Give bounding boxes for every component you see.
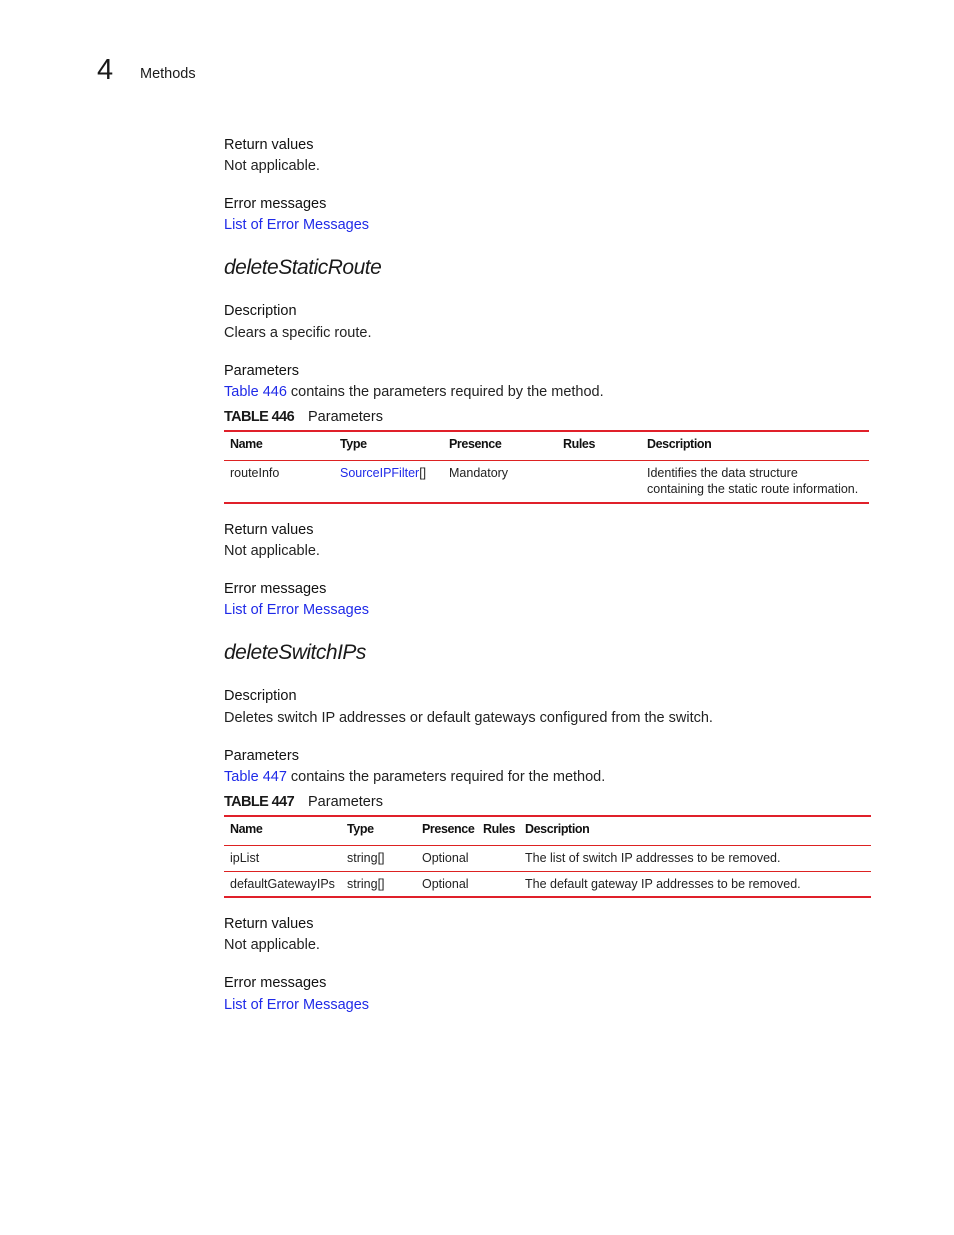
cell-presence: Mandatory — [449, 466, 509, 480]
cell-description — [647, 465, 858, 497]
error-messages-link[interactable]: List of Error Messages — [224, 602, 370, 618]
parameters-table-446 — [224, 430, 869, 504]
description-text: Deletes switch IP addresses or default gateways configured from the switch. — [224, 710, 713, 726]
parameters-heading: Parameters — [224, 363, 299, 379]
parameters-heading: Parameters — [224, 748, 299, 764]
error-messages-heading: Error messages — [224, 581, 327, 597]
return-values-heading: Return values — [224, 916, 314, 932]
return-values-heading: Return values — [224, 137, 314, 153]
column-header-description: Description — [647, 437, 712, 451]
table-header-row — [224, 817, 871, 846]
column-header-name: Name — [230, 822, 263, 836]
cell-presence: Optional — [422, 851, 469, 865]
table-header-row — [224, 432, 869, 461]
column-header-presence: Presence — [449, 437, 502, 451]
parameters-sentence-text: contains the parameters required by the method. — [286, 384, 604, 400]
cell-type — [340, 465, 426, 481]
description-heading: Description — [224, 688, 297, 704]
table-row — [224, 461, 869, 502]
cell-description: The list of switch IP addresses to be removed. — [525, 851, 781, 865]
cell-name: routeInfo — [230, 466, 280, 480]
table-row — [224, 872, 871, 896]
table-caption — [224, 408, 383, 426]
cell-description: The default gateway IP addresses to be removed. — [525, 877, 801, 891]
column-header-description: Description — [525, 822, 590, 836]
method-title-delete-static-route: deleteStaticRoute — [224, 256, 382, 279]
table-caption — [224, 793, 383, 811]
error-messages-link[interactable]: List of Error Messages — [224, 997, 370, 1013]
parameters-sentence — [224, 768, 605, 786]
column-header-type: Type — [340, 437, 367, 451]
return-values-text: Not applicable. — [224, 543, 320, 559]
column-header-rules: Rules — [563, 437, 596, 451]
source-ip-filter-link[interactable]: SourceIPFilter — [340, 466, 420, 480]
table-446-link[interactable]: Table 446 — [224, 384, 287, 400]
parameters-sentence — [224, 383, 604, 401]
cell-type: string[] — [347, 851, 385, 865]
table-row — [224, 846, 871, 872]
column-header-type: Type — [347, 822, 374, 836]
error-messages-heading: Error messages — [224, 196, 327, 212]
cell-type-suffix: [] — [419, 466, 427, 480]
chapter-number: 4 — [97, 54, 114, 86]
table-caption-text: Parameters — [308, 409, 383, 425]
cell-description-line: containing the static route information. — [647, 482, 859, 496]
table-caption-text: Parameters — [308, 794, 383, 810]
chapter-title: Methods — [140, 66, 196, 82]
return-values-text: Not applicable. — [224, 937, 320, 953]
table-label: TABLE 447 — [224, 794, 295, 810]
cell-presence: Optional — [422, 877, 469, 891]
cell-description-line: Identifies the data structure — [647, 466, 798, 480]
cell-name: ipList — [230, 851, 260, 865]
column-header-presence: Presence — [422, 822, 475, 836]
description-text: Clears a specific route. — [224, 325, 372, 341]
table-447-link[interactable]: Table 447 — [224, 769, 287, 785]
column-header-rules: Rules — [483, 822, 516, 836]
parameters-table-447 — [224, 815, 871, 898]
parameters-sentence-text: contains the parameters required for the method. — [286, 769, 606, 785]
cell-name: defaultGatewayIPs — [230, 877, 335, 891]
method-title-delete-switch-ips: deleteSwitchIPs — [224, 641, 366, 664]
error-messages-heading: Error messages — [224, 975, 327, 991]
table-label: TABLE 446 — [224, 409, 295, 425]
column-header-name: Name — [230, 437, 263, 451]
cell-type: string[] — [347, 877, 385, 891]
description-heading: Description — [224, 303, 297, 319]
return-values-text: Not applicable. — [224, 158, 320, 174]
return-values-heading: Return values — [224, 522, 314, 538]
error-messages-link[interactable]: List of Error Messages — [224, 217, 370, 233]
